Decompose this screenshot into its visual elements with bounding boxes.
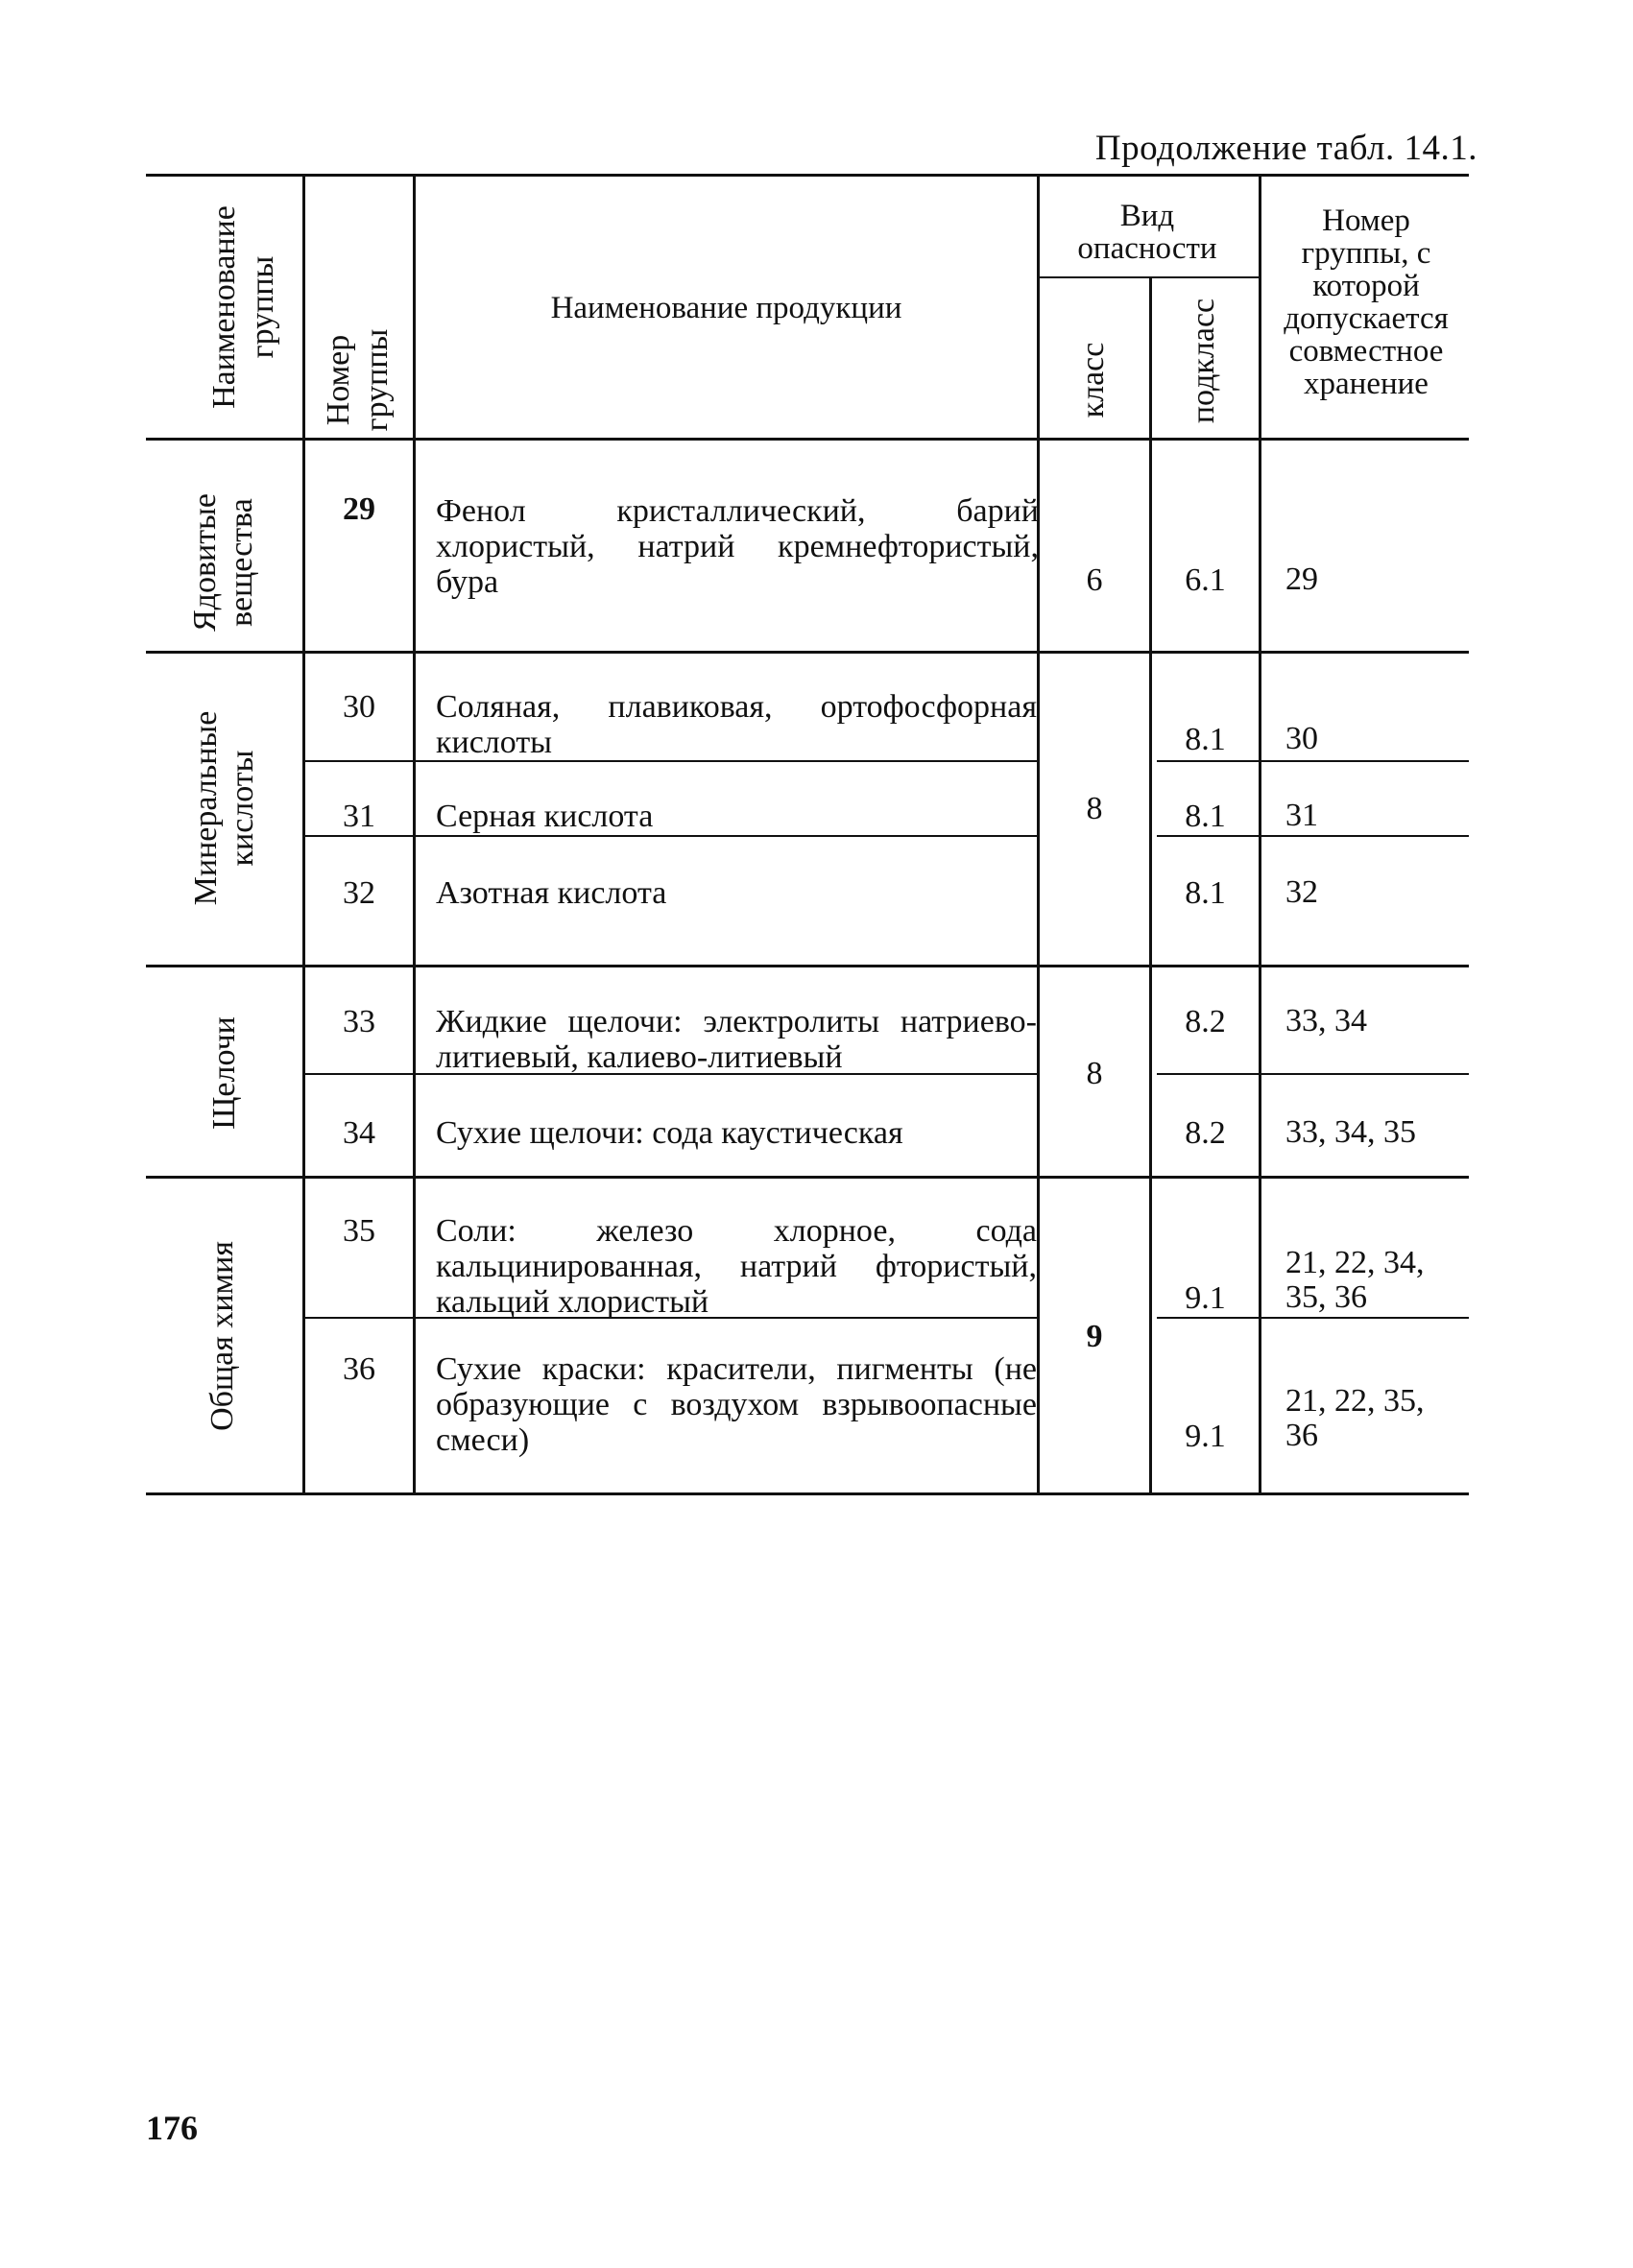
product-name: Серная кислота: [436, 799, 654, 834]
header-class: класс: [1075, 342, 1111, 418]
row-divider: [1157, 835, 1469, 837]
group-number: 36: [343, 1351, 375, 1387]
compatible-groups: 31: [1285, 798, 1318, 833]
section-name: Минеральные кислоты: [188, 710, 260, 906]
row-divider: [1157, 1073, 1469, 1075]
hazard-class: 9: [1086, 1319, 1103, 1354]
hazard-class: 8: [1086, 791, 1103, 826]
hazard-subclass: 8.1: [1185, 875, 1226, 911]
product-name: Азотная кислота: [436, 875, 667, 911]
compatible-groups: 21, 22, 35, 36: [1285, 1383, 1425, 1453]
compatible-groups: 32: [1285, 874, 1318, 910]
table-top-rule: [146, 174, 1469, 177]
product-name: Фенол кристаллический, барий хлористый, натрий кремнефтористый, бура: [436, 493, 1039, 600]
section-name: Ядовитые вещества: [187, 492, 259, 633]
column-rule: [413, 176, 416, 1492]
table-caption: Продолжение табл. 14.1.: [1094, 129, 1477, 168]
column-rule: [1037, 176, 1040, 1492]
group-number: 29: [343, 491, 375, 527]
header-compatible-groups: Номер группы, с которой допускается совместное хранение: [1284, 203, 1449, 401]
section-rule-2: [146, 965, 1469, 967]
compatible-groups: 30: [1285, 721, 1318, 756]
hazard-subclass: 8.1: [1185, 799, 1226, 834]
hazard-subclass: 9.1: [1185, 1419, 1226, 1454]
product-name: Сухие щелочи: сода каустическая: [436, 1115, 903, 1151]
section-rule-1: [146, 651, 1469, 654]
header-group-number: Номер группы: [321, 328, 395, 432]
product-name: Соляная, плавиковая, ортофосфорная кислоты: [436, 689, 1037, 760]
group-number: 31: [343, 799, 375, 834]
compatible-groups: 33, 34, 35: [1285, 1114, 1416, 1150]
column-rule: [1259, 176, 1261, 1492]
compatible-groups: 21, 22, 34, 35, 36: [1285, 1245, 1425, 1315]
compatible-groups: 29: [1285, 561, 1318, 597]
hazard-subclass: 6.1: [1185, 562, 1226, 598]
group-number: 35: [343, 1213, 375, 1249]
hazard-subclass: 8.2: [1185, 1115, 1226, 1151]
section-name: Щелочи: [206, 1016, 242, 1130]
product-name: Соли: железо хлорное, сода кальцинированная, натрий фтористый, кальций хлористый: [436, 1213, 1037, 1320]
hazard-class: 8: [1086, 1056, 1103, 1091]
product-name: Сухие краски: красители, пигменты (не образующие с воздухом взрывоопасные смеси): [436, 1351, 1037, 1458]
compatible-groups: 33, 34: [1285, 1003, 1367, 1039]
section-name: Общая химия: [204, 1241, 240, 1431]
hazard-subclass: 8.1: [1185, 722, 1226, 757]
header-group-name: Наименование группы: [206, 205, 280, 409]
hazard-subclass: 9.1: [1185, 1280, 1226, 1316]
group-number: 33: [343, 1004, 375, 1039]
group-number: 34: [343, 1115, 375, 1151]
table-bottom-rule: [146, 1492, 1469, 1495]
row-divider: [1157, 760, 1469, 762]
product-name: Жидкие щелочи: электролиты натриево-литиевый, калиево-литиевый: [436, 1004, 1037, 1075]
row-divider: [1157, 1317, 1469, 1319]
header-bottom-rule: [146, 438, 1469, 441]
group-number: 32: [343, 875, 375, 911]
hazard-subclass: 8.2: [1185, 1004, 1226, 1039]
hazard-class: 6: [1086, 562, 1103, 598]
header-hazard-type: Вид опасности: [1077, 199, 1217, 266]
header-subclass: подкласс: [1186, 298, 1221, 424]
header-product-name: Наименование продукции: [550, 291, 902, 325]
group-number: 30: [343, 689, 375, 725]
section-rule-3: [146, 1176, 1469, 1179]
page-number: 176: [146, 2109, 198, 2147]
